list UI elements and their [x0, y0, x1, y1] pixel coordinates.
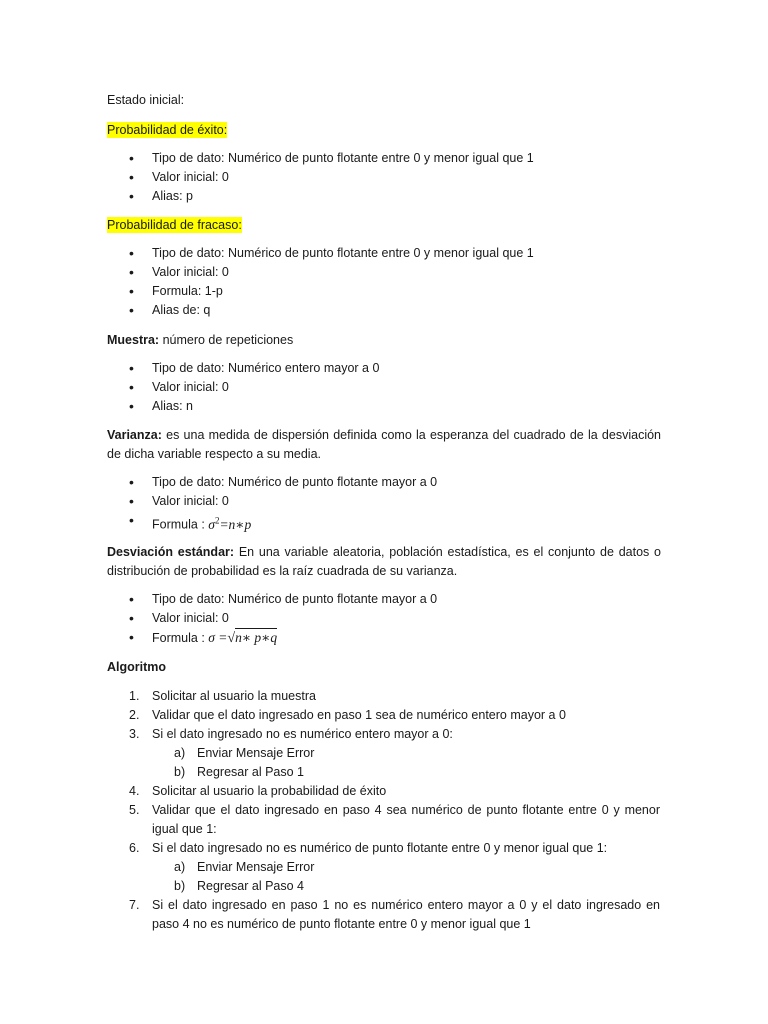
desviacion-paragraph	[107, 543, 661, 580]
formula-label: Formula :	[152, 517, 209, 532]
desviacion-formula: σ =√n∗ p∗q	[208, 630, 278, 646]
list-item: • Alias: p	[0, 187, 768, 206]
list-item-formula	[0, 511, 768, 532]
algoritmo-steps	[0, 687, 768, 934]
muestra-list	[0, 359, 768, 416]
list-item: 7. Si el dato ingresado en paso 1 no es numérico entero mayor a 0 y el dato ingresado en paso 4 no es numérico de punto flotante entre 0 y menor igual que 1	[129, 898, 660, 931]
list-item: • Valor inicial: 0	[0, 168, 768, 187]
varianza-formula: $\sigma^2=n∗p$	[208, 515, 252, 532]
list-item: 5. Validar que el dato ingresado en paso 4 sea numérico de punto flotante entre 0 y menor igual que 1:	[129, 803, 660, 836]
exito-title: Probabilidad de éxito:	[107, 123, 228, 137]
list-item: • Formula: 1-p	[0, 282, 768, 301]
list-item: • Tipo de dato: Numérico de punto flotante mayor a 0	[0, 473, 768, 492]
formula-label: Formula :	[152, 631, 209, 645]
list-item: • Alias: n	[0, 397, 768, 416]
fracaso-title: Probabilidad de fracaso:	[107, 218, 242, 232]
list-item: • Tipo de dato: Numérico de punto flotante mayor a 0	[0, 590, 768, 609]
algoritmo-heading: Algoritmo	[107, 660, 167, 674]
list-item: • Tipo de dato: Numérico de punto flotante entre 0 y menor igual que 1	[0, 149, 768, 168]
desviacion-list	[0, 590, 768, 649]
list-item: • Tipo de dato: Numérico de punto flotante entre 0 y menor igual que 1	[0, 244, 768, 263]
list-item: • Valor inicial: 0	[0, 609, 768, 628]
muestra-label: Muestra:	[107, 333, 160, 347]
varianza-desc: es una medida de dispersión definida como la esperanza del cuadrado de la desviación de dicha variable respecto a su media.	[107, 428, 661, 461]
list-item: 2. Validar que el dato ingresado en paso 1 sea de numérico entero mayor a 0	[129, 708, 566, 722]
varianza-label: Varianza:	[107, 428, 162, 442]
list-item: • Valor inicial: 0	[0, 378, 768, 397]
list-item: 4. Solicitar al usuario la probabilidad de éxito	[129, 784, 387, 798]
muestra-paragraph	[107, 331, 661, 349]
list-item: b) Regresar al Paso 4	[174, 879, 305, 893]
fracaso-list	[0, 244, 768, 320]
list-item: • Valor inicial: 0	[0, 492, 768, 511]
list-item: • Tipo de dato: Numérico entero mayor a 0	[0, 359, 768, 378]
varianza-list	[0, 473, 768, 532]
muestra-desc: número de repeticiones	[159, 333, 294, 347]
list-item: a) Enviar Mensaje Error	[174, 746, 315, 760]
estado-inicial-heading: Estado inicial:	[107, 93, 185, 107]
list-item: b) Regresar al Paso 1	[174, 765, 305, 779]
list-item: • Valor inicial: 0	[0, 263, 768, 282]
list-item: • Alias de: q	[0, 301, 768, 320]
list-item: 6. Si el dato ingresado no es numérico de punto flotante entre 0 y menor igual que 1:	[129, 841, 608, 855]
list-item: a) Enviar Mensaje Error	[174, 860, 315, 874]
desviacion-label: Desviación estándar:	[107, 545, 235, 559]
fracaso-heading	[107, 216, 661, 234]
exito-list	[0, 149, 768, 206]
exito-heading	[107, 121, 661, 139]
desviacion-desc: En una variable aleatoria, población estadística, es el conjunto de datos o distribución de probabilidad es la raíz cuadrada de su varianza.	[107, 545, 661, 578]
list-item-formula	[0, 628, 768, 649]
list-item: 1. Solicitar al usuario la muestra	[129, 689, 316, 703]
list-item: 3. Si el dato ingresado no es numérico entero mayor a 0:	[129, 727, 453, 741]
varianza-paragraph	[107, 426, 661, 463]
